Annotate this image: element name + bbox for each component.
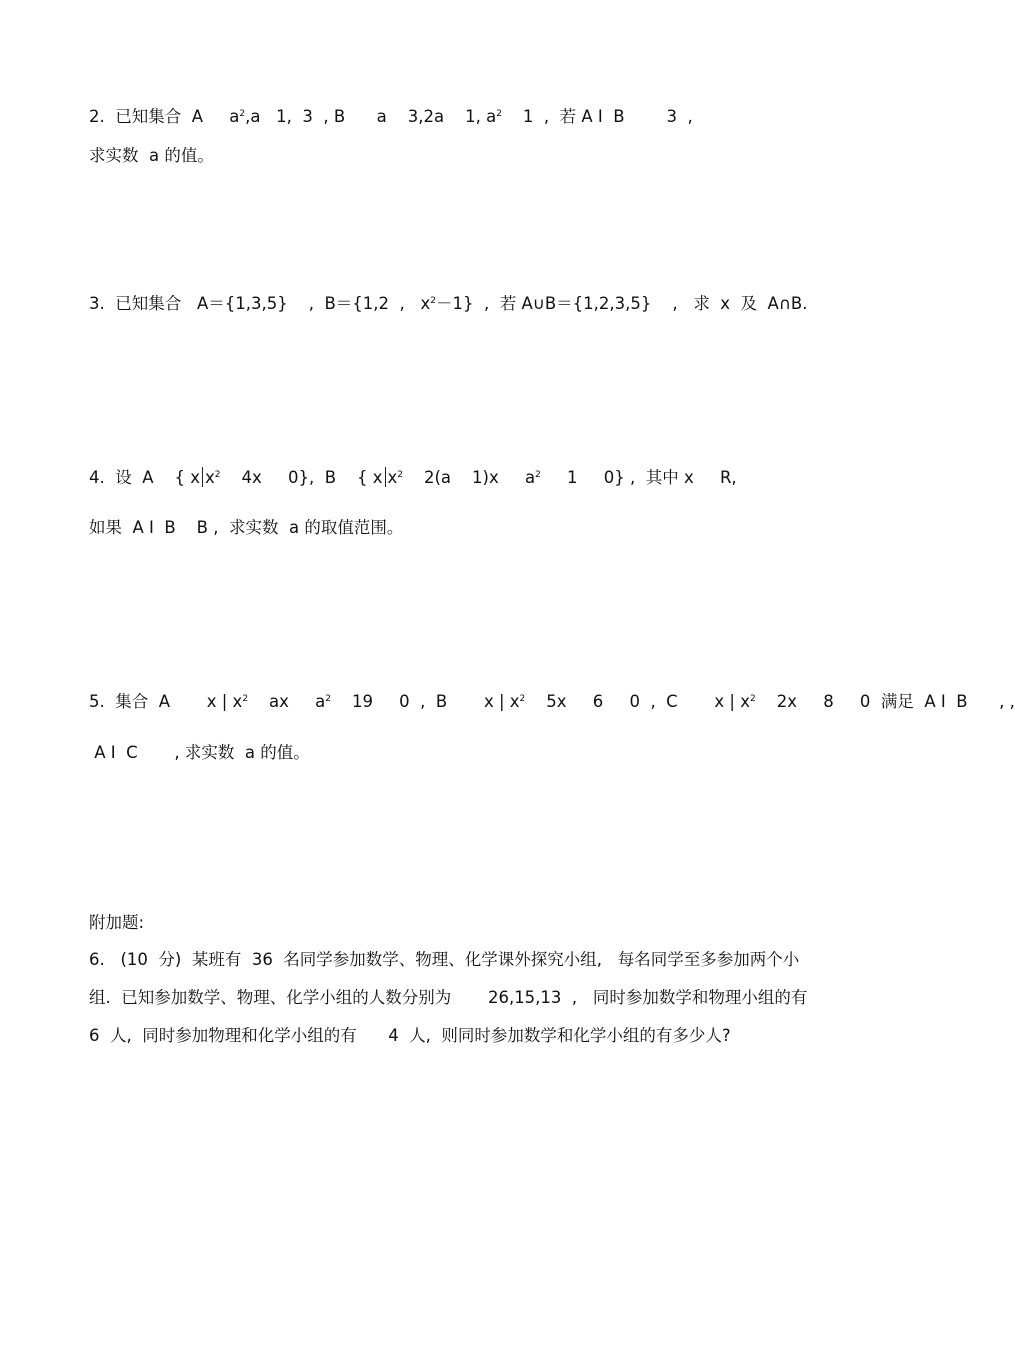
problem-4-text-a: 4. 设 A { x [89,468,200,487]
problem-4-line-1 [89,467,737,489]
superscript: 2 [242,694,249,704]
set-builder-bar [385,467,386,487]
problem-3-text-a: 3. 已知集合 A＝{1,3,5} , B＝{1,2 , x [89,294,431,313]
superscript: 2 [496,109,502,119]
problem-3-text-b: －1} , 若 A∪B＝{1,2,3,5} , 求 x 及 A∩B. [435,294,808,313]
superscript: 2 [214,470,221,480]
superscript: 2 [239,109,246,119]
problem-5-text-b: ax a [248,692,326,711]
superscript: 2 [535,470,541,480]
superscript: 2 [750,694,756,704]
problem-5-text-d: 5x 6 0 , C x | x [525,692,750,711]
problem-5-text-c: 19 0 , B x | x [330,692,520,711]
problem-2-text-b: ,a 1, 3 , B a 3,2a 1, a [245,107,497,126]
superscript: 2 [397,470,404,480]
problem-2-text-a: 2. 已知集合 A a [89,107,240,126]
superscript: 2 [519,694,526,704]
bonus-heading: 附加题: [89,913,145,932]
problem-5-text-e: 2x 8 0 满足 A I B , , [755,692,1015,711]
problem-6-line-2: 组. 已知参加数学、物理、化学小组的人数分别为 26,15,13 , 同时参加数学和物理小组的有 [89,988,808,1007]
problem-2-line-2: 求实数 a 的值。 [89,146,214,165]
superscript: 2 [325,694,331,704]
problem-5-line-2: A I C , 求实数 a 的值。 [89,743,310,762]
problem-4-text-e: 2(a 1)x a [403,468,536,487]
problem-4-text-f: 1 0} , 其中 x R, [540,468,737,487]
problem-2-line-1 [89,106,693,128]
problem-2-text-c: 1 , 若 A I B 3 , [501,107,693,126]
superscript: 2 [430,296,436,306]
problem-4-text-d: x [387,468,398,487]
problem-3-line-1 [89,293,807,315]
problem-4-line-2: 如果 A I B B , 求实数 a 的取值范围。 [89,518,404,537]
set-builder-bar [202,467,203,487]
problem-5-text-a: 5. 集合 A x | x [89,692,243,711]
problem-5-line-1 [89,691,1015,713]
problem-4-text-c: 4x 0}, B { x [220,468,383,487]
problem-6-line-3: 6 人, 同时参加物理和化学小组的有 4 人, 则同时参加数学和化学小组的有多少人? [89,1026,731,1045]
problem-4-text-b: x [205,468,215,487]
problem-6-line-1: 6. (10 分) 某班有 36 名同学参加数学、物理、化学课外探究小组, 每名同学至多参加两个小 [89,950,800,969]
